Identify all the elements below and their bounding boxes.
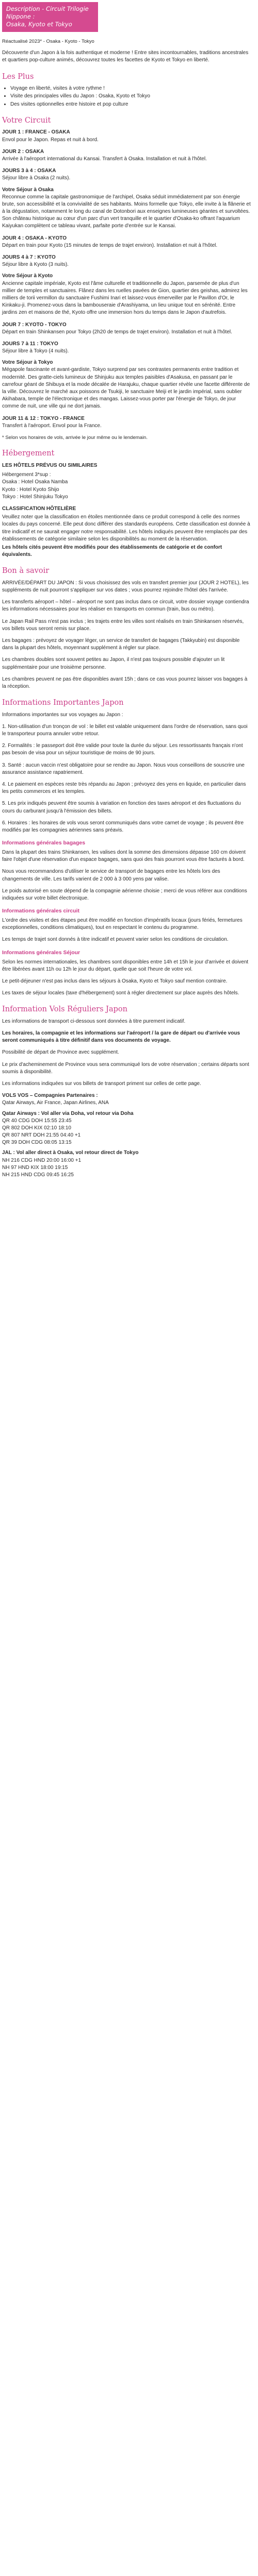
day-subtitle: Votre Séjour à Kyoto bbox=[2, 273, 53, 279]
section-title-vols-reguliers: Information Vols Réguliers Japon bbox=[2, 1005, 127, 1014]
day-title: JOUR 2 : OSAKA bbox=[2, 148, 44, 155]
info-paragraph: Les chambres doubles sont souvent petites au Japon, il n'est pas toujours possible d'ajouter un lit supplémentaire pour une troisième personne. bbox=[2, 657, 225, 670]
flight-line: NH 215 HND CDG 09:45 16:25 bbox=[2, 1172, 74, 1178]
day-block bbox=[2, 254, 251, 317]
info-paragraph: 2. Formalités : le passeport doit être valide pour toute la durée du séjour. Les ressortissants français n'ont pas besoin de visa pour un séjour touristique de moins de 90 jours. bbox=[2, 743, 243, 756]
day-block bbox=[2, 129, 251, 143]
day-long-text: Reconnue comme la capitale gastronomique de l'archipel, Osaka séduit immédiatement par son énergie brute, son accessibilité et la convivialité de ses habitants. Moins formelle que Tokyo, elle invite à la flânerie et à la dégustation, notamment le long du canal de Dotonbori aux enseignes lumineuses géantes et survoltées. Son château historique au cœur d'un parc d'un vert tranquille et le quartier d'Osaka-ko offrant l'aquarium Kaiyukan complètent ce tableau vivant, parfaite porte d'entrée sur le Kansai. bbox=[2, 194, 251, 229]
info-paragraph: Le prix d'acheminement de Province vous sera communiqué lors de votre réservation ; certains départs sont soumis à disponibilité. bbox=[2, 1061, 249, 1075]
day-block bbox=[2, 167, 251, 230]
day-subtitle: Votre Séjour à Osaka bbox=[2, 187, 54, 193]
section-title-hebergement: Hébergement bbox=[2, 449, 55, 458]
info-paragraph: Les transferts aéroport – hôtel – aéroport ne sont pas inclus dans ce circuit, votre dossier voyage contiendra les informations nécessaires pour les réaliser en transports en commun (train, bus ou métro). bbox=[2, 599, 249, 613]
flights-warning: Les horaires, la compagnie et les informations sur l'aéroport / la gare de départ ou d'arrivée vous seront communiqués à titre définitif dans vos documents de voyage. bbox=[2, 1030, 240, 1044]
info-paragraph: Dans la plupart des trains Shinkansen, les valises dont la somme des dimensions dépasse 160 cm doivent faire l'objet d'une réservation d'un espace bagages, sans quoi des frais pourront vous être facturés à bord. bbox=[2, 850, 246, 863]
plus-item: • Voyage en liberté, visites à votre rythme ! bbox=[10, 85, 251, 92]
day-description: Transfert à l'aéroport. Envol pour la France. bbox=[2, 422, 102, 429]
flight-line: QR 807 NRT DOH 21:55 04:40 +1 bbox=[2, 1132, 81, 1139]
info-paragraph: 5. Les prix indiqués peuvent être soumis à variation en fonction des taxes aéroport et des fluctuations du cours du carburant jusqu'à l'émission des billets. bbox=[2, 801, 241, 814]
subsection-title: Informations générales bagages bbox=[2, 840, 86, 846]
info-paragraph: Les chambres peuvent ne pas être disponibles avant 15h ; dans ce cas vous pourrez laisser vos bagages à la réception. bbox=[2, 676, 248, 689]
day-title: JOUR 1 : FRANCE - OSAKA bbox=[2, 129, 70, 135]
info-paragraph: ARRIVÉE/DÉPART DU JAPON : Si vous choisissez des vols en transfert premier jour (JOUR 2 HOTEL), les suppléments de nuit pourront s'appliquer sur vos dates ; vous pourrez rejoindre l'hôtel dès l'arrivée. bbox=[2, 580, 249, 594]
trip-reference: Réactualisé 2023* - Osaka - Kyoto - Tokyo bbox=[2, 38, 94, 44]
day-title: JOURS 4 à 7 : KYOTO bbox=[2, 255, 56, 261]
hotel-item: Osaka : Hotel Osaka Namba bbox=[2, 479, 68, 485]
day-description: Départ en train pour Kyoto (15 minutes de temps de trajet environ). Installation et nuit à l'hôtel. bbox=[2, 242, 218, 248]
info-paragraph: Nous vous recommandons d'utiliser le service de transport de bagages entre les hôtels lors des changements de ville. Les tarifs varient de 2 000 à 3 000 yens par valise. bbox=[2, 869, 220, 882]
flight-line: QR 39 DOH CDG 08:05 13:15 bbox=[2, 1140, 72, 1146]
airlines-title: VOLS VOS – Compagnies Partenaires : bbox=[2, 1093, 98, 1099]
important-intro: Informations importantes sur vos voyages au Japon : bbox=[2, 711, 123, 718]
day-description: Arrivée à l'aéroport international du Kansai. Transfert à Osaka. Installation et nuit à l'hôtel. bbox=[2, 156, 207, 162]
section-title-plus: Les Plus bbox=[2, 72, 34, 81]
info-paragraph: Les temps de trajet sont donnés à titre indicatif et peuvent varier selon les conditions de circulation. bbox=[2, 937, 229, 943]
classification-warning: Les hôtels cités peuvent être modifiés pour des établissements de catégorie et de confort équivalents. bbox=[2, 544, 222, 558]
plus-item: • Des visites optionnelles entre histoire et pop culture bbox=[10, 101, 251, 108]
day-long-text: Ancienne capitale impériale, Kyoto est l'âme culturelle et traditionnelle du Japon, parsemée de plus d'un millier de temples et sanctuaires. Flânez dans les ruelles pavées de Gion, quartier des geishas, admirez les milliers de torii vermillon du sanctuaire Fushimi Inari et laissez-vous émerveiller par le Pavillon d'Or, le Kinkaku-ji. Promenez-vous dans la bambouseraie d'Arashiyama, un lieu unique tout en sérénité. Entre jardins zen et maisons de thé, Kyoto offre une immersion hors du temps dans le Japon d'autrefois. bbox=[2, 280, 248, 316]
day-description: Séjour libre à Tokyo (4 nuits). bbox=[2, 348, 69, 354]
classification-title: CLASSIFICATION HÔTELIÈRE bbox=[2, 505, 76, 512]
page-title-line-2: Osaka, Kyoto et Tokyo bbox=[6, 20, 72, 28]
airline-route-note: JAL : Vol aller direct à Osaka, vol retour direct de Tokyo bbox=[2, 1150, 139, 1156]
info-paragraph: 6. Horaires : les horaires de vols vous seront communiqués dans votre carnet de voyage ; ils peuvent être modifiés par les compagnies aériennes sans préavis. bbox=[2, 820, 244, 833]
info-paragraph: 3. Santé : aucun vaccin n'est obligatoire pour se rendre au Japon. Nous vous conseillons de souscrire une assurance assistance rapatriement. bbox=[2, 762, 245, 775]
section-title-circuit: Votre Circuit bbox=[2, 116, 51, 125]
flight-line: NH 216 CDG HND 20:00 16:00 +1 bbox=[2, 1157, 82, 1163]
main-content bbox=[0, 32, 258, 1179]
subsection-title: Informations générales Séjour bbox=[2, 949, 80, 956]
hotels-category: Hébergement 3*sup : bbox=[2, 472, 51, 478]
info-paragraph: Selon les normes internationales, les chambres sont disponibles entre 14h et 15h le jour d'arrivée et doivent être libérées avant 11h ou 12h le jour du départ, quelle que soit l'heure de votre vol. bbox=[2, 959, 249, 972]
airline-route-note: Qatar Airways : Vol aller via Doha, vol retour via Doha bbox=[2, 1110, 134, 1116]
day-block bbox=[2, 235, 251, 249]
flights-intro: Les informations de transport ci-dessous sont données à titre purement indicatif. bbox=[2, 1018, 186, 1024]
hotel-item: Kyoto : Hotel Kyoto Shijo bbox=[2, 486, 59, 493]
info-paragraph: Le poids autorisé en soute dépend de la compagnie aérienne choisie ; merci de vous référer aux conditions indiquées sur votre billet électronique. bbox=[2, 888, 247, 901]
info-paragraph: 4. Le paiement en espèces reste très répandu au Japon ; prévoyez des yens en liquide, en particulier dans les petits commerces et les temples. bbox=[2, 781, 246, 795]
day-description: Départ en train Shinkansen pour Tokyo (2h20 de temps de trajet environ). Installation et nuit à l'hôtel. bbox=[2, 329, 232, 335]
classification-text: Veuillez noter que la classification en étoiles mentionnée dans ce produit correspond à celle des normes locales du pays concerné. Elle peut donc différer des standards européens. Cette classification est donnée à titre indicatif et ne saurait engager notre responsabilité. Les hôtels indiqués peuvent être remplacés par des établissements de catégorie similaire selon les disponibilités au moment de la réservation. bbox=[2, 514, 250, 542]
day-long-text: Mégapole fascinante et avant-gardiste, Tokyo surprend par ses contrastes permanents entre tradition et modernité. Des gratte-ciels lumineux de Shinjuku aux temples paisibles d'Asakusa, en passant par le carrefour géant de Shibuya et la mode décalée de Harajuku, chaque quartier révèle une facette différente de la ville. Découvrez le marché aux poissons de Tsukiji, le sanctuaire Meiji et le jardin impérial, sans oublier Akihabara, temple de l'électronique et des mangas. Laissez-vous porter par l'énergie de Tokyo, de jour comme de nuit, une ville qui ne dort jamais. bbox=[2, 367, 250, 410]
day-description: Envol pour le Japon. Repas et nuit à bord. bbox=[2, 137, 99, 143]
day-description: Séjour libre à Osaka (2 nuits). bbox=[2, 175, 71, 181]
day-subtitle: Votre Séjour à Tokyo bbox=[2, 360, 53, 366]
flight-line: QR 40 CDG DOH 15:55 23:45 bbox=[2, 1117, 72, 1124]
hotels-subtitle: LES HÔTELS PRÉVUS OU SIMILAIRES bbox=[2, 463, 98, 469]
info-paragraph: Possibilité de départ de Province avec supplément. bbox=[2, 1049, 119, 1056]
day-title: JOURS 3 à 4 : OSAKA bbox=[2, 168, 56, 174]
info-paragraph: L'ordre des visites et des étapes peut être modifié en fonction d'impératifs locaux (jours fériés, fermetures exceptionnelles, conditions climatiques), tout en respectant le contenu du programme. bbox=[2, 918, 243, 931]
day-block bbox=[2, 148, 251, 163]
page-title-line-1: Description - Circuit Trilogie Nippone : bbox=[6, 5, 89, 20]
day-block bbox=[2, 341, 251, 411]
day-title: JOUR 11 & 12 : TOKYO - FRANCE bbox=[2, 415, 85, 421]
section-title-important: Informations Importantes Japon bbox=[2, 699, 124, 707]
circuit-note: * Selon vos horaires de vols, arrivée le jour même ou le lendemain. bbox=[2, 434, 148, 440]
info-paragraph: Les informations indiquées sur vos billets de transport priment sur celles de cette page. bbox=[2, 1080, 201, 1087]
info-paragraph: Le petit-déjeuner n'est pas inclus dans les séjours à Osaka, Kyoto et Tokyo sauf mention contraire. bbox=[2, 978, 228, 984]
flight-line: QR 802 DOH KIX 02:10 18:10 bbox=[2, 1125, 71, 1131]
hotel-item: Tokyo : Hotel Shinjuku Tokyo bbox=[2, 494, 68, 500]
intro-text: Découverte d'un Japon à la fois authentique et moderne ! Entre sites incontournables, traditions ancestrales et quartiers pop-culture animés, découvrez toutes les facettes de Kyoto et Tokyo en liberté. bbox=[2, 50, 249, 63]
flight-line: NH 97 HND KIX 18:00 19:15 bbox=[2, 1164, 68, 1171]
info-paragraph: 1. Non-utilisation d'un tronçon de vol : le billet est valable uniquement dans l'ordre de réservation, sans quoi le transporteur pourra annuler votre retour. bbox=[2, 723, 248, 737]
airlines-list: Qatar Airways, Air France, Japan Airlines, ANA bbox=[2, 1100, 109, 1106]
day-title: JOUR 4 : OSAKA - KYOTO bbox=[2, 235, 67, 241]
day-block bbox=[2, 415, 251, 430]
subsection-title: Informations générales circuit bbox=[2, 908, 79, 914]
day-description: Séjour libre à Kyoto (3 nuits). bbox=[2, 262, 69, 268]
title-banner bbox=[2, 2, 98, 32]
day-title: JOUR 7 : KYOTO - TOKYO bbox=[2, 321, 67, 328]
info-paragraph: Les bagages : prévoyez de voyager léger, un service de transfert de bagages (Takkyubin) est disponible dans la plupart des hôtels, moyennant supplément à régler sur place. bbox=[2, 637, 240, 651]
plus-list bbox=[2, 85, 251, 108]
day-title: JOURS 7 à 11 : TOKYO bbox=[2, 341, 58, 347]
section-title-bon-a-savoir: Bon à savoir bbox=[2, 567, 50, 575]
info-paragraph: Les taxes de séjour locales (taxe d'hébergement) sont à régler directement sur place auprès des hôtels. bbox=[2, 990, 239, 996]
plus-item: • Visite des principales villes du Japon : Osaka, Kyoto et Tokyo bbox=[10, 93, 251, 100]
day-block bbox=[2, 321, 251, 336]
info-paragraph: Le Japan Rail Pass n'est pas inclus ; les trajets entre les villes sont réalisés en train Shinkansen réservés, vos billets vous seront remis sur place. bbox=[2, 618, 244, 632]
